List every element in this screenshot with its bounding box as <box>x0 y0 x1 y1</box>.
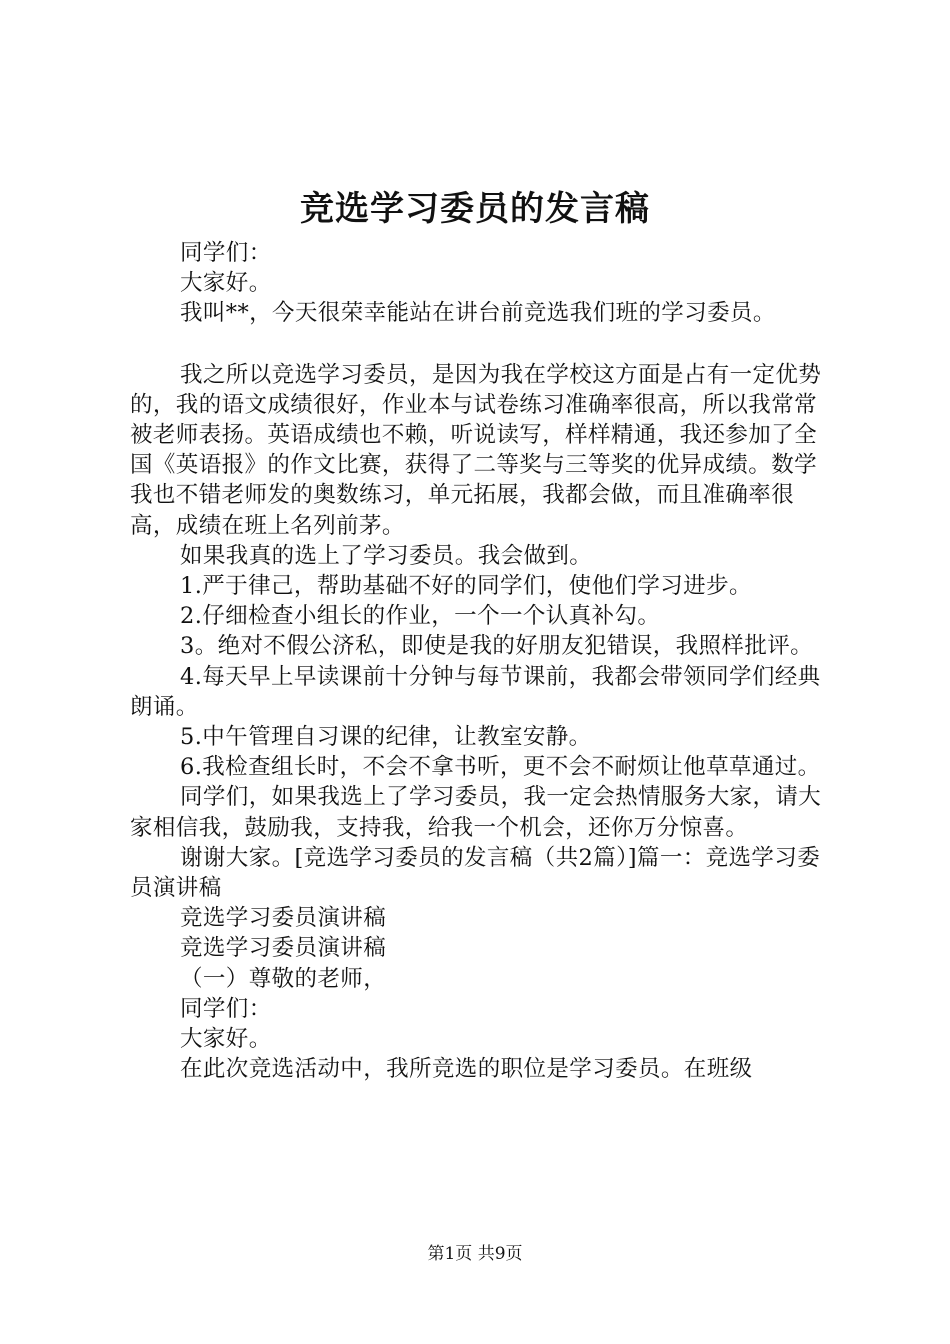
document-body <box>130 238 835 1084</box>
paragraph-introduction: 我叫**，今天很荣幸能站在讲台前竞选我们班的学习委员。 <box>180 300 776 327</box>
paragraph-spacer <box>130 329 835 360</box>
paragraph-greeting-2: 同学们： <box>180 995 272 1022</box>
list-item-1: 1.严于律己，帮助基础不好的同学们，使他们学习进步。 <box>180 573 752 600</box>
page-number-footer: 第1页 共9页 <box>427 1244 523 1264</box>
paragraph-thanks: 谢谢大家。[竞选学习委员的发言稿（共2篇）]篇一：竞选学习委员演讲稿 <box>130 844 821 902</box>
list-item-6: 6.我检查组长时，不会不拿书听，更不会不耐烦让他草草通过。 <box>180 754 821 781</box>
subheading-speech-1: 竞选学习委员演讲稿 <box>180 905 387 932</box>
document-title: 竞选学习委员的发言稿 <box>300 189 650 229</box>
list-item-3: 3。绝对不假公济私，即使是我的好朋友犯错误，我照样批评。 <box>180 633 814 660</box>
paragraph-hello-2: 大家好。 <box>180 1026 272 1053</box>
paragraph-salutation: （一）尊敬的老师， <box>180 965 387 992</box>
list-item-2: 2.仔细检查小组长的作业，一个一个认真补勾。 <box>180 603 661 630</box>
paragraph-commitment: 如果我真的选上了学习委员。我会做到。 <box>180 542 593 569</box>
paragraph-greeting: 同学们： <box>180 240 272 266</box>
paragraph-closing: 同学们，如果我选上了学习委员，我一定会热情服务大家，请大家相信我，鼓励我，支持我，给我一个机会，还你万分惊喜。 <box>130 784 822 841</box>
paragraph-reasons: 我之所以竞选学习委员，是因为我在学校这方面是占有一定优势的，我的语文成绩很好，作业本与试卷练习准确率很高，所以我常常被老师表扬。英语成绩也不赖，听说读写，样样精通，我还参加了全国《英语报》的作文比赛，获得了二等奖与三等奖的优异成绩。数学我也不错老师发的奥数练习，单元拓展，我都会做，而且准确率很高，成绩在班上名列前茅。 <box>130 361 822 539</box>
list-item-5: 5.中午管理自习课的纪律，让教室安静。 <box>180 724 592 751</box>
subheading-speech-2: 竞选学习委员演讲稿 <box>180 935 387 962</box>
paragraph-continuation: 在此次竞选活动中，我所竞选的职位是学习委员。在班级 <box>180 1056 753 1083</box>
list-item-4: 4.每天早上早读课前十分钟与每节课前，我都会带领同学们经典朗诵。 <box>130 663 821 720</box>
paragraph-hello: 大家好。 <box>180 270 272 297</box>
